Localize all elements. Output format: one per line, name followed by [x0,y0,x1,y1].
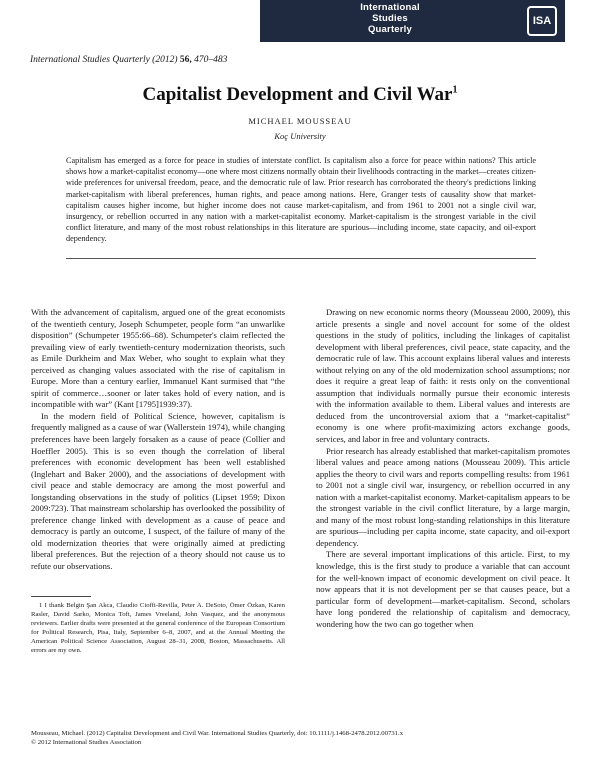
article-title [0,84,600,106]
page-footer [31,729,571,747]
author-affiliation: Koç University [274,131,326,141]
footnote-divider [31,596,91,597]
journal-name: International Studies Quarterly [360,2,420,35]
right-paragraph-2: Prior research has already established that market-capitalism promotes liberal values and peace among nations (Mousseau 2009). This article applies the theory to civil wars and reports compelling results: from 1961 to 2001 not a single civil war, insurgency, or rebellion occurred in any nation with a market-capitalist economy. Market-capitalism appears to be the strongest variable in the civil conflict literature, by a large margin, and many of the most robust long-standing relationships in this literature are spurious—including per capita income, state capacity, and oil-export dependency. [316,445,570,548]
citation-line [30,55,227,65]
right-paragraph-1: Drawing on new economic norms theory (Mousseau 2000, 2009), this article presents a single and novel account for some of the oldest questions in the study of politics, including the linkages of capitalist development with liberal preferences, civil peace, state capacity, and the democratic rule of law. This account explains liberal values and interests without relying on any of the old modernization school assumptions; nor does it require a great leap of faith: it rests only on the conventional assumption that individuals normally pursue their economic interests with the information available to them. Liberal values and interests are deduced from the uncontroversial axiom that a “market-capitalist” economy is one where profit-maximizing actors exchange goods, services, and labor in free and voluntary contracts. [316,307,570,445]
citation-pages: 470–483 [194,55,228,65]
article-title-text: Capitalist Development and Civil War [142,84,453,105]
title-footnote-marker[interactable]: 1 [452,84,458,96]
footnote: 1 I thank Belgin Şan Akca, Claudio Cioffi-Revilla, Peter A. DeSoto, Ömer Özkan, Karen Rasler, David Sarko, Monica Toft, James Vreeland, John Vasquez, and the anonymous reviewers. Earlier drafts were presented at the general conference of the European Consortium for Political Research, Pisa, Italy, September 6–8, 2007, and at the Annual Meeting the American Political Science Association, August 28–31, 2008, Boston, Massachusetts. All errors are my own. [31,602,285,654]
left-paragraph-1: With the advancement of capitalism, argued one of the great economists of the twentieth century, Joseph Schumpeter, people form “an unwarlike disposition” (Schumpeter 1955:66–68). Schumpeter's claim reflected the prevailing view of early twentieth-century modernization theorists, such as Emile Durkheim and Max Weber, who sought to explain what they perceived as changing values associated with the rise of capitalism in Europe. More than a century earlier, Immanuel Kant surmised that “the spirit of commerce…sooner or later takes hold of every nation, and is incompatible with war” (Kant [1795]1939:37). [31,307,285,410]
footer-copyright: © 2012 International Studies Association [31,739,142,746]
right-paragraph-3: There are several important implications of this article. First, to my knowledge, this is the first study to produce a variable that can account for the well-known impact of economic development on civil peace. It now appears that it is not development per se that causes peace, but a particular form of development—market-capitalism. Second, scholars have long pondered the relationship of capitalism and democracy, wondering how the two can go together when [316,549,570,629]
citation-volume: 56, [179,55,192,65]
citation-journal: International Studies Quarterly [30,55,150,65]
left-column [31,307,285,573]
journal-banner [260,0,565,42]
author-name: MICHAEL MOUSSEAU [248,116,352,126]
citation-year: (2012) [152,55,178,65]
right-column [316,307,570,630]
abstract: Capitalism has emerged as a force for peace in studies of interstate conflict. Is capitalism also a force for peace within nations? This article shows how a market-capitalist economy—one where most citizens normally obtain their livelihoods contracting in the market—creates citizen-wide preferences for universal freedom, peace, and the democratic rule of law. Prior research has corroborated the theory's predictions linking market-capitalism with liberal preferences, human rights, and peace among nations. Here, Granger tests of causality show that market-capitalism causes higher income, but higher income does not cause market-capitalism, and from 1961 to 2001 not a single civil war, insurgency, or rebellion occurred in any nation with a market-capitalist economy. Market-capitalism is the strongest variable in the civil conflict literature, and many of the most robust relationships in this literature are spurious—including income, state capacity, and oil-export dependency. [66,156,536,244]
left-paragraph-2: In the modern field of Political Science, however, capitalism is frequently maligned as a cause of war (Wallerstein 1974), while changing preferences have been largely forsaken as a cause of peace (Collier and Hoeffler 2005). This is so even though the correlation of liberal preferences with economic development has been well established (Inglehart and Baker 2000), and the associations of development with civil peace and stable democracy are among the most powerful and longstanding observations in the study of politics (Lipset 1959; Dixon 2009:723). That mainstream scholarship has overlooked the possibility of preference change linked with development as a cause of peace and democracy is partly an outcome, I suspect, of the failure of many of the old modernization theories that were originally aimed at predicting liberal preferences. But the rejection of a theory should not cause us to refute our observations. [31,410,285,572]
isa-logo-icon: ISA [527,6,557,36]
abstract-divider [66,258,536,259]
footer-citation: Mousseau, Michael. (2012) Capitalist Development and Civil War. International Studies Quarterly, doi: 10.1111/j.1468-2478.2012.00731.x [31,730,404,737]
